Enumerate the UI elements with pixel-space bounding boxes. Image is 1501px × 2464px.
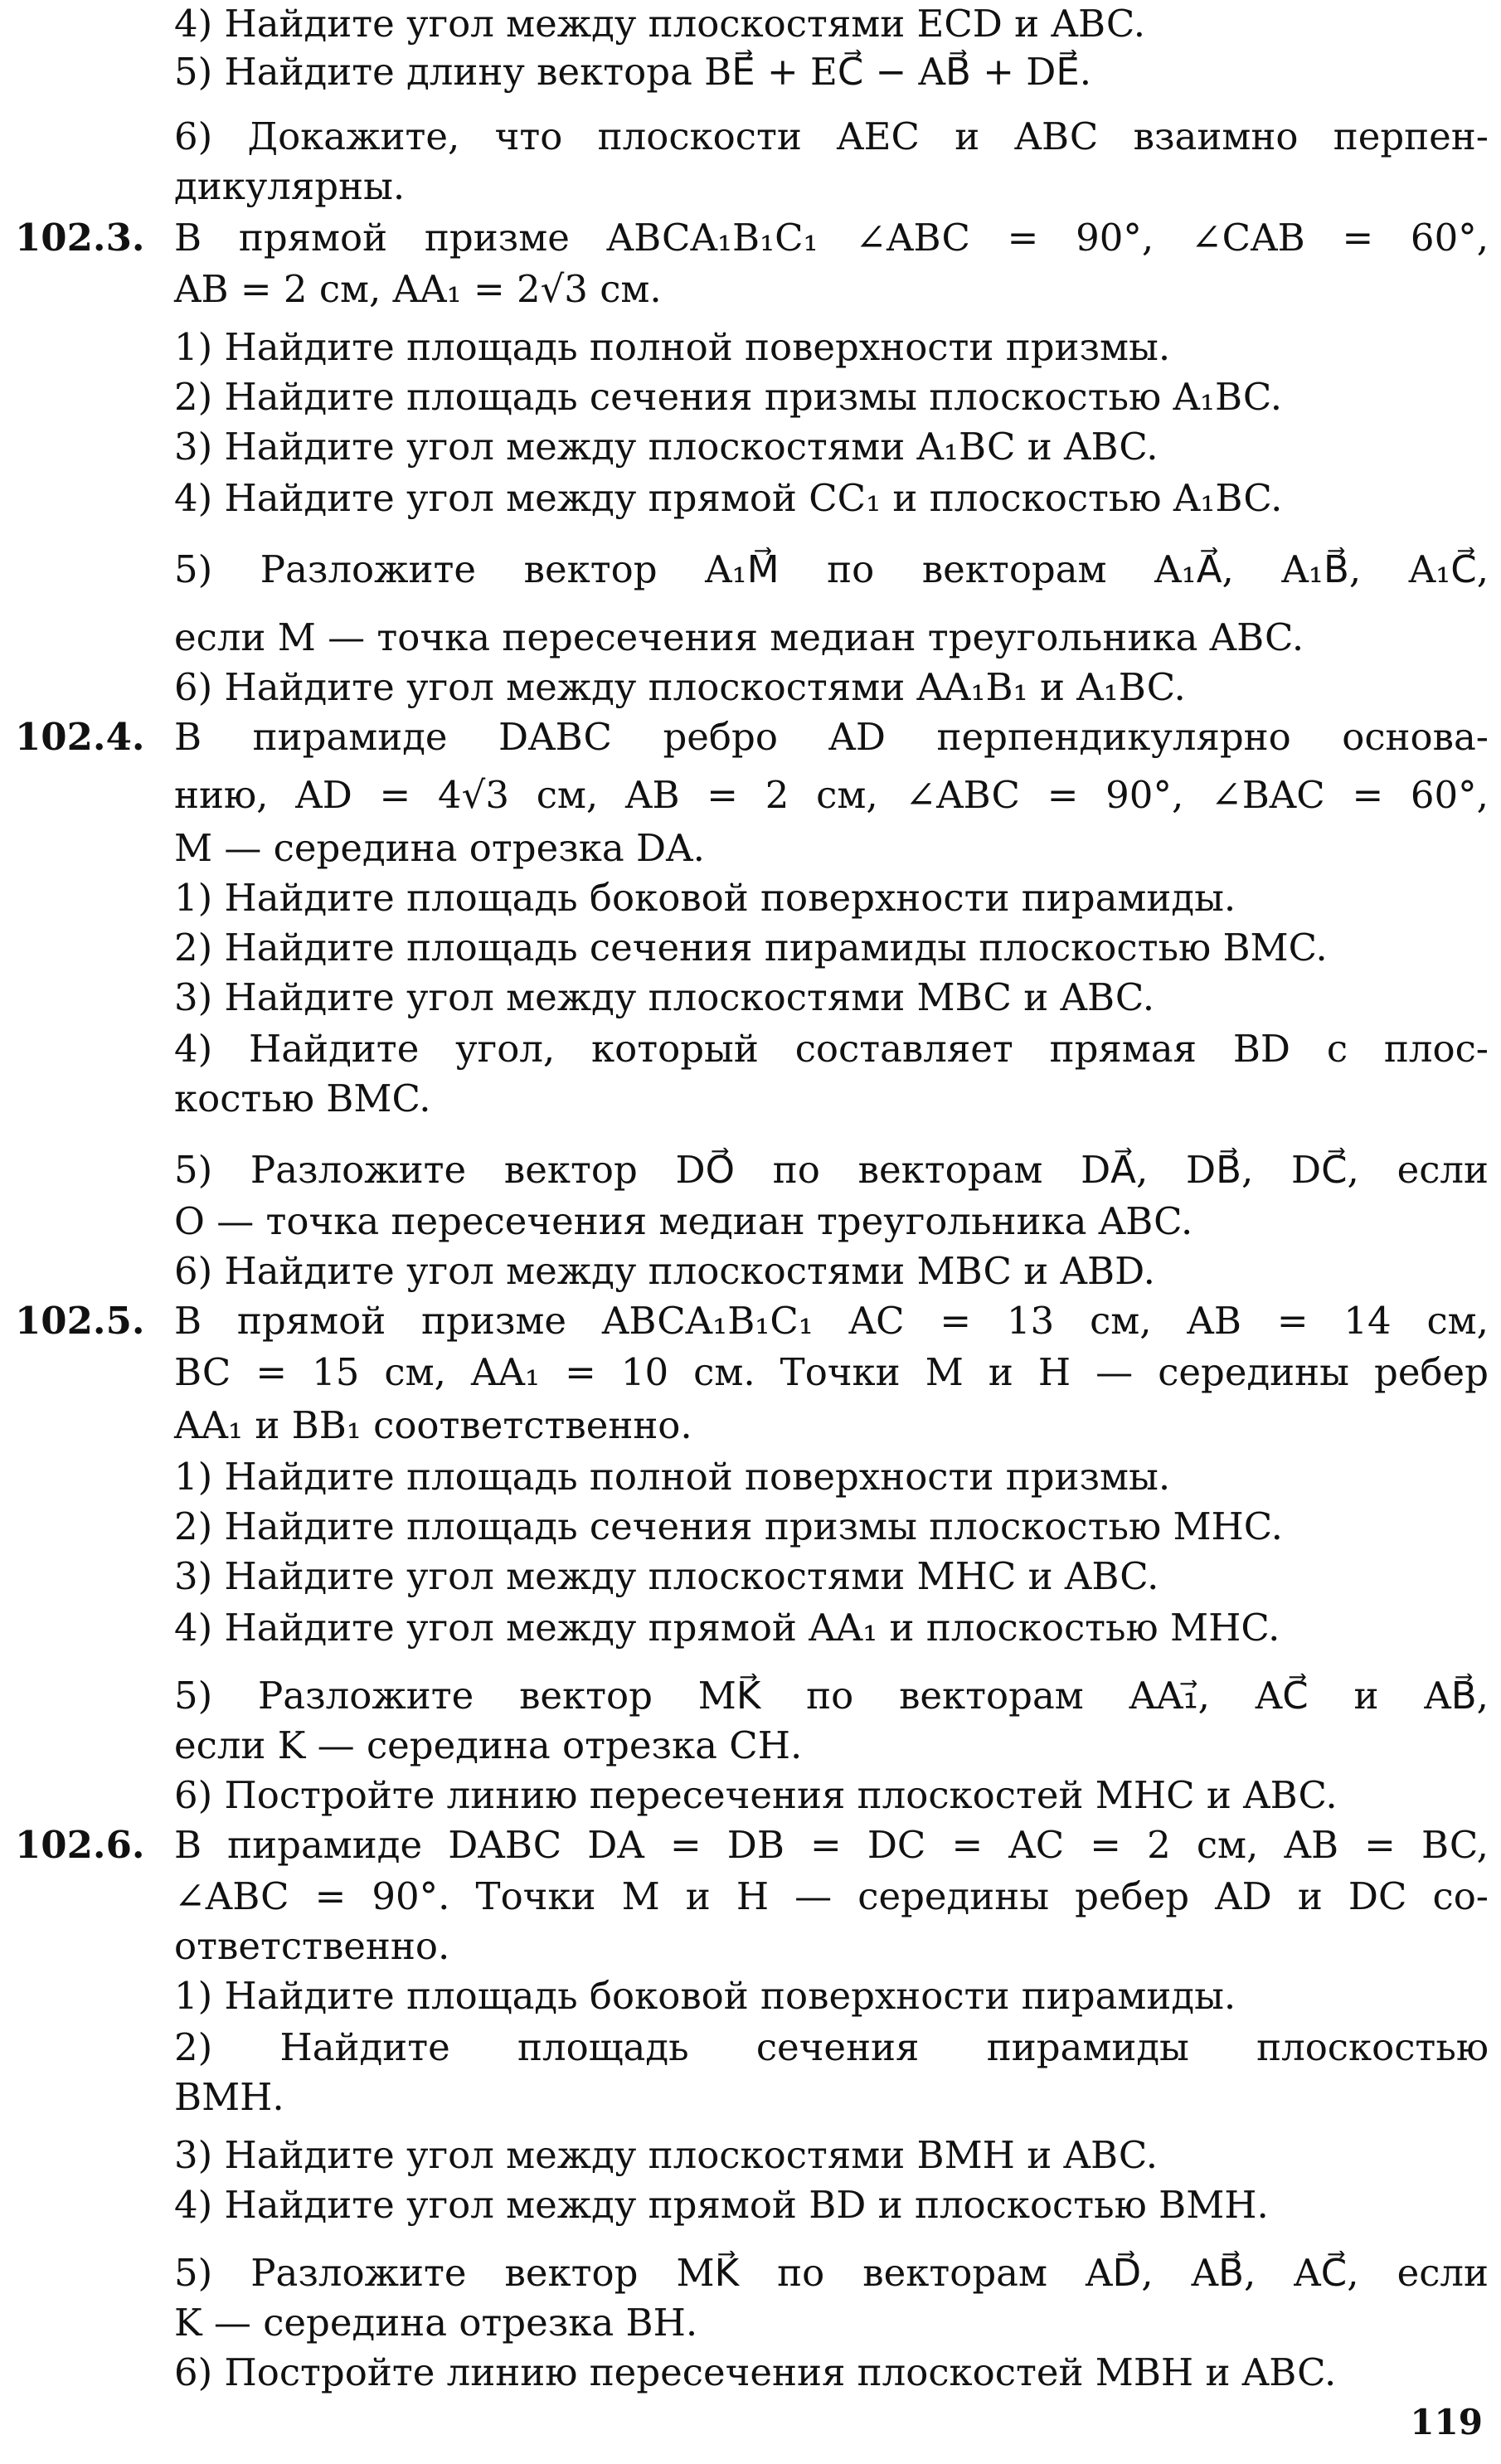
text-line: M — середина отрезка DA.	[174, 826, 705, 870]
page-number: 119	[1410, 2402, 1483, 2442]
text-line: 3) Найдите угол между плоскостями A₁BC и ABC.	[174, 425, 1159, 469]
text-line: AB = 2 см, AA₁ = 2√3 см.	[174, 267, 662, 311]
text-line: 5) Разложите вектор MK⃗ по векторам AD⃗, AB⃗, AC⃗, если	[174, 2251, 1489, 2295]
text-line: 3) Найдите угол между плоскостями MHC и ABC.	[174, 1554, 1159, 1598]
text-line: 6) Постройте линию пересечения плоскостей MBH и ABC.	[174, 2350, 1337, 2394]
text-line: 3) Найдите угол между плоскостями MBC и ABC.	[174, 975, 1155, 1019]
text-line: ответственно.	[174, 1924, 450, 1968]
text-line: 2) Найдите площадь сечения пирамиды плоскостью	[174, 2025, 1489, 2069]
text-line: если K — середина отрезка CH.	[174, 1723, 803, 1767]
text-line: 1) Найдите площадь боковой поверхности пирамиды.	[174, 1974, 1236, 2018]
problem-number: 102.6.	[15, 1823, 145, 1867]
text-line: В прямой призме ABCA₁B₁C₁ ∠ABC = 90°, ∠CAB = 60°,	[174, 216, 1489, 260]
text-line: 5) Найдите длину вектора BE⃗ + EC⃗ − AB⃗ + DE⃗.	[174, 50, 1092, 94]
text-line: 4) Найдите угол, который составляет прямая BD с плос-	[174, 1027, 1489, 1071]
text-line: В прямой призме ABCA₁B₁C₁ AC = 13 см, AB = 14 см,	[174, 1299, 1489, 1343]
text-line: 6) Постройте линию пересечения плоскостей MHC и ABC.	[174, 1773, 1338, 1817]
text-line: K — середина отрезка BH.	[174, 2301, 698, 2345]
problem-number: 102.5.	[15, 1299, 145, 1343]
text-line: BC = 15 см, AA₁ = 10 см. Точки M и H — середины ребер	[174, 1350, 1489, 1394]
text-line: 4) Найдите угол между плоскостями ECD и ABC.	[174, 2, 1146, 46]
text-line: 6) Докажите, что плоскости AEC и ABC взаимно перпен-	[174, 114, 1489, 158]
text-line: 5) Разложите вектор DO⃗ по векторам DA⃗, DB⃗, DC⃗, если	[174, 1148, 1489, 1192]
text-line: 2) Найдите площадь сечения призмы плоскостью A₁BC.	[174, 375, 1283, 419]
text-line: нию, AD = 4√3 см, AB = 2 см, ∠ABC = 90°, ∠BAC = 60°,	[174, 773, 1489, 817]
text-line: 2) Найдите площадь сечения призмы плоскостью MHC.	[174, 1504, 1283, 1548]
text-line: 5) Разложите вектор MK⃗ по векторам AA₁⃗, AC⃗ и AB⃗,	[174, 1674, 1489, 1718]
text-line: 1) Найдите площадь боковой поверхности пирамиды.	[174, 876, 1236, 920]
text-line: 3) Найдите угол между плоскостями BMH и ABC.	[174, 2133, 1159, 2177]
text-line: 4) Найдите угол между прямой CC₁ и плоскостью A₁BC.	[174, 476, 1283, 520]
text-line: ∠ABC = 90°. Точки M и H — середины ребер AD и DC со-	[174, 1874, 1489, 1918]
text-line: 6) Найдите угол между плоскостями MBC и ABD.	[174, 1249, 1155, 1293]
text-line: если M — точка пересечения медиан треугольника ABC.	[174, 615, 1304, 659]
text-line: 2) Найдите площадь сечения пирамиды плоскостью BMC.	[174, 926, 1328, 970]
text-line: 4) Найдите угол между прямой BD и плоскостью BMH.	[174, 2183, 1269, 2227]
text-line: 1) Найдите площадь полной поверхности призмы.	[174, 1455, 1171, 1499]
problem-number: 102.4.	[15, 715, 145, 759]
text-line: В пирамиде DABC DA = DB = DC = AC = 2 см, AB = BC,	[174, 1823, 1489, 1867]
text-line: AA₁ и BB₁ соответственно.	[174, 1403, 692, 1447]
text-line: 5) Разложите вектор A₁M⃗ по векторам A₁A⃗, A₁B⃗, A₁C⃗,	[174, 547, 1489, 591]
text-line: В пирамиде DABC ребро AD перпендикулярно основа-	[174, 715, 1489, 759]
text-line: дикулярны.	[174, 164, 406, 208]
text-line: 6) Найдите угол между плоскостями AA₁B₁ и A₁BC.	[174, 665, 1186, 709]
text-line: BMH.	[174, 2075, 284, 2119]
problem-number: 102.3.	[15, 216, 145, 260]
text-line: 4) Найдите угол между прямой AA₁ и плоскостью MHC.	[174, 1606, 1280, 1650]
text-line: костью BMC.	[174, 1076, 431, 1120]
text-line: O — точка пересечения медиан треугольника ABC.	[174, 1199, 1193, 1243]
text-line: 1) Найдите площадь полной поверхности призмы.	[174, 325, 1171, 369]
